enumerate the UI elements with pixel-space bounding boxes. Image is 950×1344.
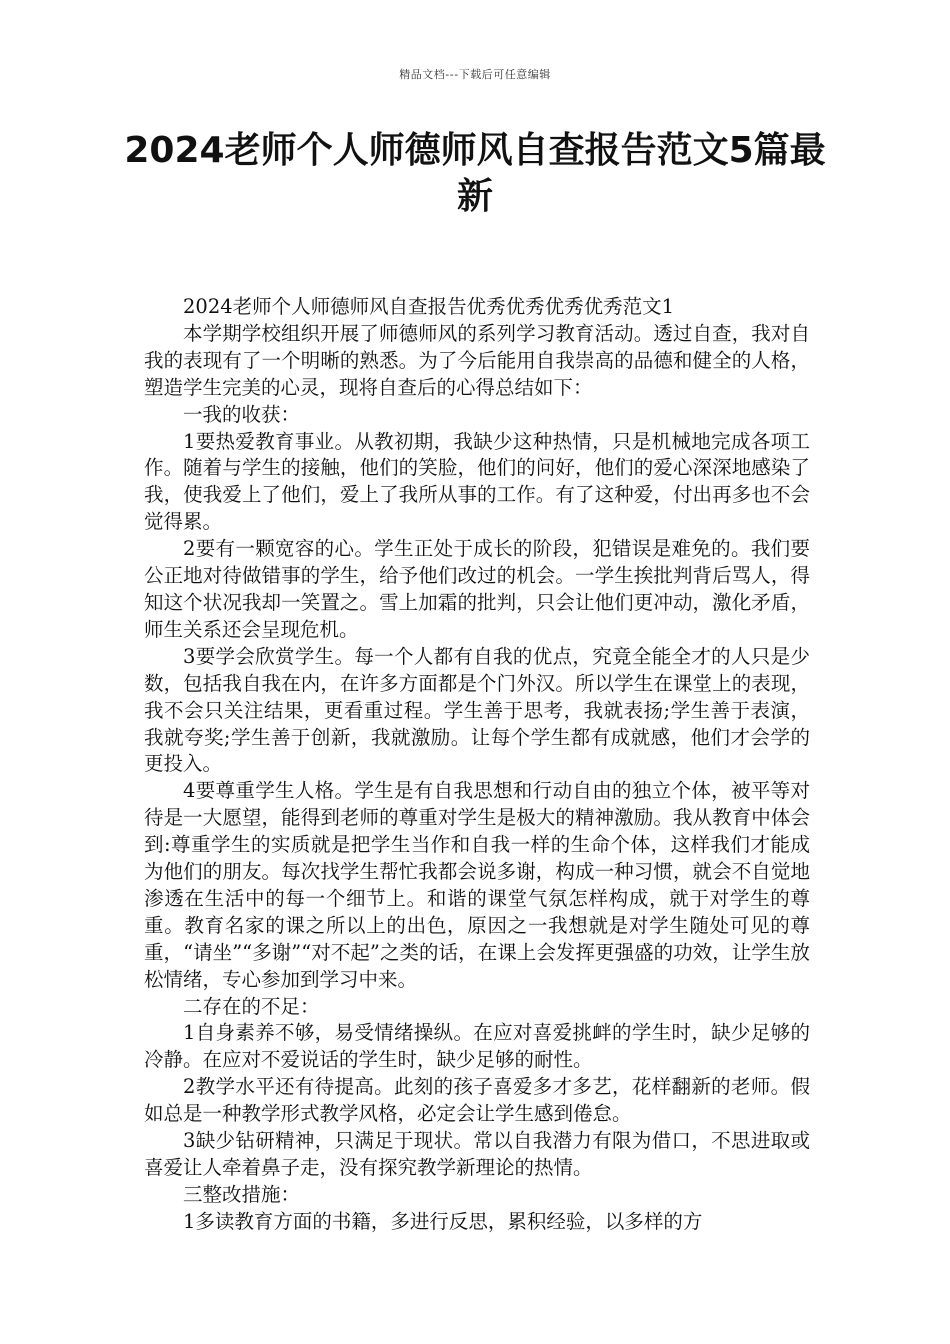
paragraph-gain-3: 3要学会欣赏学生。每一个人都有自我的优点，究竟全能全才的人只是少数，包括我自我在内，在许多方面都是个门外汉。所以学生在课堂上的表现，我不会只关注结果，更看重过程。学生善于思考，我就表扬;学生善于表演，我就夸奖;学生善于创新，我就激励。让每个学生都有成就感，他们才会学的更投入。 (144, 644, 810, 776)
document-body (144, 294, 810, 1236)
section-heading-shortcomings: 二存在的不足： (183, 994, 320, 1018)
document-title: 2024老师个人师德师风自查报告范文5篇最新 (124, 130, 826, 217)
section-heading-gains: 一我的收获： (183, 402, 301, 426)
paragraph-gain-1: 1要热爱教育事业。从教初期，我缺少这种热情，只是机械地完成各项工作。随着与学生的接触，他们的笑脸，他们的问好，他们的爱心深深地感染了我，使我爱上了他们，爱上了我所从事的工作。有了这种爱，付出再多也不会觉得累。 (144, 429, 810, 534)
section-subtitle: 2024老师个人师德师风自查报告优秀优秀优秀优秀范文1 (183, 295, 675, 318)
paragraph-shortcoming-2: 2教学水平还有待提高。此刻的孩子喜爱多才多艺，花样翻新的老师。假如总是一种教学形式教学风格，必定会让学生感到倦怠。 (144, 1075, 810, 1126)
paragraph-shortcoming-1: 1自身素养不够，易受情绪操纵。在应对喜爱挑衅的学生时，缺少足够的冷静。在应对不爱说话的学生时，缺少足够的耐性。 (144, 1021, 810, 1072)
paragraph-shortcoming-3: 3缺少钻研精神，只满足于现状。常以自我潜力有限为借口，不思进取或喜爱让人牵着鼻子走，没有探究教学新理论的热情。 (144, 1129, 810, 1179)
paragraph-measure-1: 1多读教育方面的书籍，多进行反思，累积经验，以多样的方 (183, 1209, 703, 1233)
paragraph-gain-2: 2要有一颗宽容的心。学生正处于成长的阶段，犯错误是难免的。我们要公正地对待做错事的学生，给予他们改过的机会。一学生挨批判背后骂人，得知这个状况我却一笑置之。雪上加霜的批判，只会让他们更冲动，激化矛盾，师生关系还会呈现危机。 (144, 537, 810, 641)
section-heading-measures: 三整改措施： (183, 1182, 301, 1206)
paragraph-gain-4: 4要尊重学生人格。学生是有自我思想和行动自由的独立个体，被平等对待是一大愿望，能得到老师的尊重对学生是极大的精神激励。我从教育中体会到:尊重学生的实质就是把学生当作和自我一样的生命个体，这样我们才能成为他们的朋友。每次找学生帮忙我都会说多谢，构成一种习惯，就会不自觉地渗透在生活中的每一个细节上。和谐的课堂气氛怎样构成，就于对学生的尊重。教育名家的课之所以上的出色，原因之一我想就是对学生随处可见的尊重，“请坐”“多谢”“对不起”之类的话，在课上会发挥更强盛的功效，让学生放松情绪，专心参加到学习中来。 (144, 779, 810, 991)
paragraph-intro: 本学期学校组织开展了师德师风的系列学习教育活动。透过自查，我对自我的表现有了一个明晰的熟悉。为了今后能用自我崇高的品德和健全的人格，塑造学生完美的心灵，现将自查后的心得总结如下： (144, 321, 810, 399)
header-note: 精品文档---下载后可任意编辑 (399, 68, 551, 81)
